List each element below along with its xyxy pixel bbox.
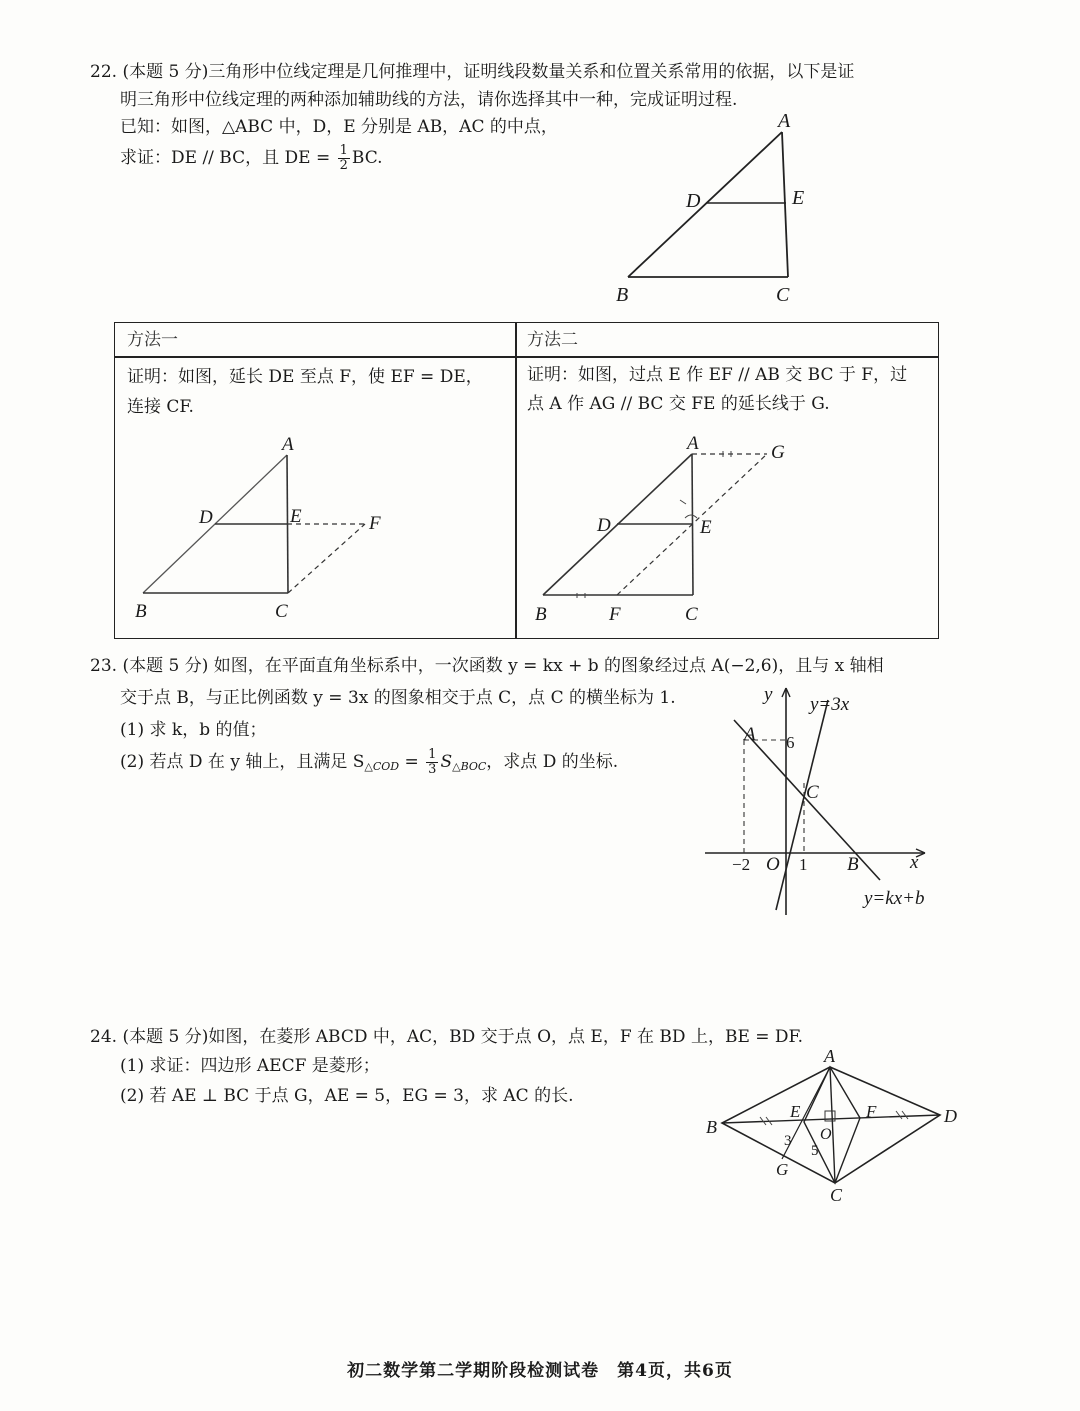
graph-tick-neg2: −2 — [732, 855, 751, 874]
rh-label-b: B — [706, 1117, 717, 1137]
rh-label-a: A — [824, 1046, 835, 1066]
frac-num: 1 — [339, 143, 348, 158]
q22-given: 已知：如图，△ABC 中，D，E 分别是 AB，AC 的中点， — [120, 117, 558, 137]
label-d: D — [686, 190, 701, 212]
label-e: E — [792, 187, 805, 209]
m2-label-g: G — [771, 442, 785, 463]
frac-num: 1 — [428, 747, 437, 762]
m2-label-c: C — [685, 604, 698, 625]
q22-prove — [120, 144, 383, 173]
q24-part2: (2) 若 AE ⊥ BC 于点 G，AE = 5，EG = 3，求 AC 的长. — [120, 1086, 574, 1106]
m1-label-c: C — [275, 601, 288, 622]
table-divider-vertical — [515, 323, 517, 638]
graph-tick-1: 1 — [799, 855, 808, 874]
page-footer: 初二数学第二学期阶段检测试卷 第4页，共6页 — [347, 1361, 733, 1381]
table-divider-horizontal — [115, 356, 938, 358]
equal-tick-marks — [760, 1111, 908, 1125]
rh-label-5: 5 — [811, 1143, 819, 1159]
rh-label-o: O — [820, 1126, 832, 1143]
rh-label-g: G — [776, 1160, 789, 1179]
q23-part1: (1) 求 k，b 的值； — [120, 720, 267, 740]
q22-prove-pre: 求证：DE // BC，且 DE = — [120, 148, 336, 168]
q24-part1: (1) 求证：四边形 AECF 是菱形； — [120, 1056, 380, 1076]
graph-point-b: B — [847, 854, 859, 875]
method1-text1: 证明：如图，延长 DE 至点 F，使 EF = DE， — [127, 367, 483, 387]
m1-segment-cf — [288, 524, 365, 593]
m1-label-a: A — [282, 434, 294, 455]
m1-label-b: B — [135, 601, 147, 622]
q23-part2-post: ，求点 D 的坐标. — [486, 752, 619, 772]
rh-label-e: E — [790, 1102, 801, 1121]
method2-figure — [525, 428, 825, 628]
m2-label-e: E — [700, 517, 712, 538]
method2-header: 方法二 — [527, 330, 578, 350]
edge-ac — [782, 132, 788, 277]
q24-rhombus-figure — [700, 1045, 960, 1205]
label-b: B — [616, 284, 629, 306]
rh-label-d: D — [944, 1106, 957, 1126]
diagonal-bd — [722, 1115, 940, 1123]
method1-figure — [125, 428, 415, 628]
methods-table — [114, 322, 939, 639]
method2-text1: 证明：如图，过点 E 作 EF // AB 交 BC 于 F，过 — [527, 365, 908, 385]
graph-line1-label: y=3x — [810, 694, 850, 715]
q23-part2-eq: = — [399, 752, 425, 772]
q22-fraction — [338, 144, 350, 173]
method1-header: 方法一 — [127, 330, 178, 350]
label-a: A — [778, 110, 791, 132]
q24-line1: 24. (本题 5 分)如图，在菱形 ABCD 中，AC，BD 交于点 O，点 E，F 在 BD 上，BE = DF. — [90, 1027, 804, 1047]
rh-label-f: F — [866, 1102, 877, 1121]
q23-line1: 23. (本题 5 分) 如图，在平面直角坐标系中，一次函数 y = kx + b 的图象经过点 A(−2,6)，且与 x 轴相 — [90, 656, 884, 676]
frac-den: 2 — [339, 158, 348, 173]
q22-line2: 明三角形中位线定理的两种添加辅助线的方法，请你选择其中一种，完成证明过程. — [120, 90, 738, 110]
q23-line2: 交于点 B，与正比例函数 y = 3x 的图象相交于点 C，点 C 的横坐标为 1. — [120, 688, 676, 708]
graph-line2-label: y=kx+b — [864, 888, 925, 909]
q23-part2-s: S — [440, 752, 453, 772]
m1-label-e: E — [290, 506, 302, 527]
line-y-3x — [776, 700, 828, 910]
graph-tick-6: 6 — [786, 733, 795, 752]
m2-label-d: D — [597, 515, 611, 536]
frac-den: 3 — [428, 762, 437, 777]
method1-text2: 连接 CF. — [127, 397, 194, 417]
graph-point-a: A — [744, 724, 756, 745]
q22-prove-post: BC. — [351, 148, 383, 168]
q23-part2-pre: (2) 若点 D 在 y 轴上，且满足 S — [120, 752, 365, 772]
m2-label-a: A — [687, 433, 699, 454]
q22-line1: 22. (本题 5 分)三角形中位线定理是几何推理中，证明线段数量关系和位置关系常用的依据，以下是证 — [90, 62, 855, 82]
rh-label-c: C — [830, 1185, 843, 1205]
m1-label-d: D — [199, 507, 213, 528]
q22-triangle-figure — [600, 105, 840, 310]
graph-y-label: y — [764, 684, 773, 705]
q23-sub-boc: △BOC — [452, 760, 487, 773]
m2-label-b: B — [535, 604, 547, 625]
m1-label-f: F — [369, 513, 381, 534]
q23-part2 — [120, 748, 618, 781]
m2-label-f: F — [609, 604, 621, 625]
method2-text2: 点 A 作 AG // BC 交 FE 的延长线于 G. — [527, 394, 830, 414]
graph-origin: O — [766, 854, 780, 875]
q23-sub-cod: △COD — [364, 760, 400, 773]
edge-ab — [628, 132, 782, 277]
q23-graph — [700, 680, 950, 920]
m2-angle-mark — [685, 515, 697, 518]
label-c: C — [776, 284, 790, 306]
graph-point-c: C — [806, 782, 819, 803]
rh-label-3: 3 — [784, 1133, 792, 1149]
q23-fraction — [426, 748, 438, 777]
graph-x-label: x — [910, 852, 919, 873]
diagonal-ac — [830, 1067, 835, 1183]
